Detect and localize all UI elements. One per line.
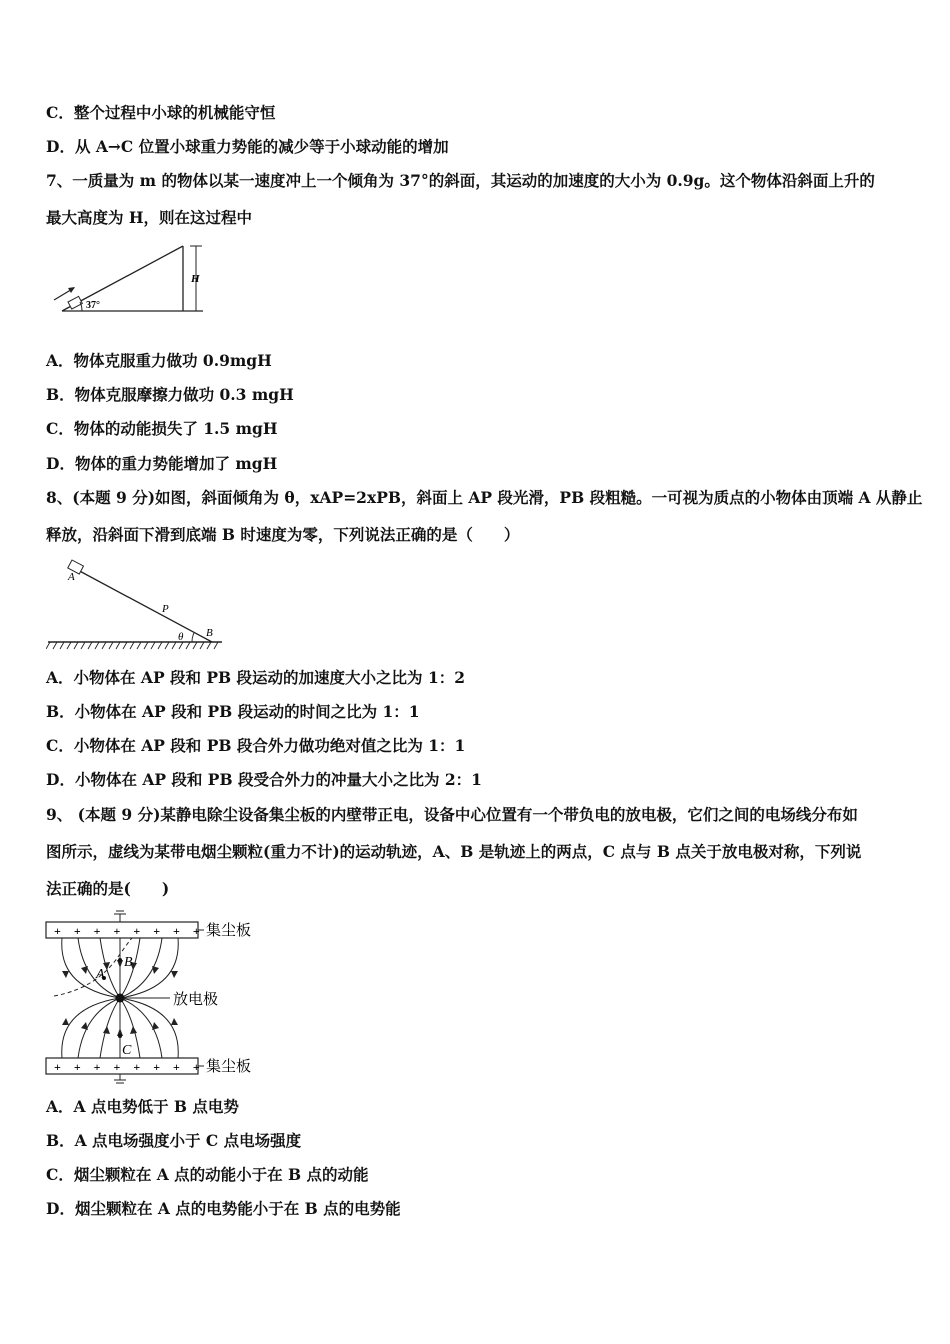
q8-option-b: B．小物体在 AP 段和 PB 段运动的时间之比为 1：1 <box>46 702 420 721</box>
q8-stem-line2: 释放，沿斜面下滑到底端 B 时速度为零，下列说法正确的是（ ） <box>46 525 520 544</box>
q8-option-c: C．小物体在 AP 段和 PB 段合外力做功绝对值之比为 1：1 <box>46 736 466 755</box>
q9-stem-line1: 9、 (本题 9 分)某静电除尘设备集尘板的内壁带正电，设备中心位置有一个带负电的放电极，它们之间的电场线分布如 <box>46 805 858 824</box>
q9-stem-line2: 图所示，虚线为某带电烟尘颗粒(重力不计)的运动轨迹，A、B 是轨迹上的两点，C 点与 B 点关于放电极对称，下列说 <box>46 842 862 861</box>
q7-stem-line2: 最大高度为 H，则在这过程中 <box>46 208 253 227</box>
q9-electrode-dot <box>116 994 125 1003</box>
q7-angle-label: 37° <box>86 300 100 311</box>
q9-bottom-plate-label: 集尘板 <box>206 1059 252 1075</box>
q9-bottom-plus: + + + + + + + + <box>54 1060 205 1074</box>
q9-label-c: C <box>122 1043 132 1058</box>
q9-field-figure <box>40 908 270 1088</box>
q7-option-b: B．物体克服摩擦力做功 0.3 mgH <box>46 385 294 404</box>
q6-option-c: C．整个过程中小球的机械能守恒 <box>46 103 276 122</box>
q7-option-a: A．物体克服重力做功 0.9mgH <box>46 351 272 370</box>
q7-option-c: C．物体的动能损失了 1.5 mgH <box>46 419 278 438</box>
q9-stem-line3: 法正确的是( ) <box>46 879 170 898</box>
q7-height-label: H <box>191 273 200 285</box>
q9-top-plate-label: 集尘板 <box>206 923 252 939</box>
q9-option-b: B．A 点电场强度小于 C 点电场强度 <box>46 1131 302 1150</box>
q7-option-d: D．物体的重力势能增加了 mgH <box>46 454 278 473</box>
q9-label-b: B <box>124 955 133 970</box>
q8-option-d: D．小物体在 AP 段和 PB 段受合外力的冲量大小之比为 2：1 <box>46 770 482 789</box>
q9-electrode-label: 放电极 <box>173 992 219 1008</box>
q8-label-a: A <box>68 571 75 583</box>
q9-label-a: A <box>96 967 105 982</box>
q8-label-b: B <box>206 627 213 639</box>
q9-option-d: D．烟尘颗粒在 A 点的电势能小于在 B 点的电势能 <box>46 1199 401 1218</box>
q8-label-p: P <box>162 603 169 615</box>
q7-incline-figure <box>48 238 218 318</box>
q8-stem-line1: 8、(本题 9 分)如图，斜面倾角为 θ，xAP=2xPB，斜面上 AP 段光滑，PB 段粗糙。一可视为质点的小物体由顶端 A 从静止 <box>46 488 923 507</box>
q6-option-d: D．从 A→C 位置小球重力势能的减少等于小球动能的增加 <box>46 137 449 156</box>
q9-option-a: A．A 点电势低于 B 点电势 <box>46 1097 239 1116</box>
q9-top-plus: + + + + + + + + <box>54 924 205 938</box>
q9-option-c: C．烟尘颗粒在 A 点的动能小于在 B 点的动能 <box>46 1165 369 1184</box>
q7-stem-line1: 7、一质量为 m 的物体以某一速度冲上一个倾角为 37°的斜面，其运动的加速度的大小为 0.9g。这个物体沿斜面上升的 <box>46 171 875 190</box>
q8-incline-figure <box>46 556 226 654</box>
q8-label-theta: θ <box>178 631 184 643</box>
q8-option-a: A．小物体在 AP 段和 PB 段运动的加速度大小之比为 1：2 <box>46 668 466 687</box>
